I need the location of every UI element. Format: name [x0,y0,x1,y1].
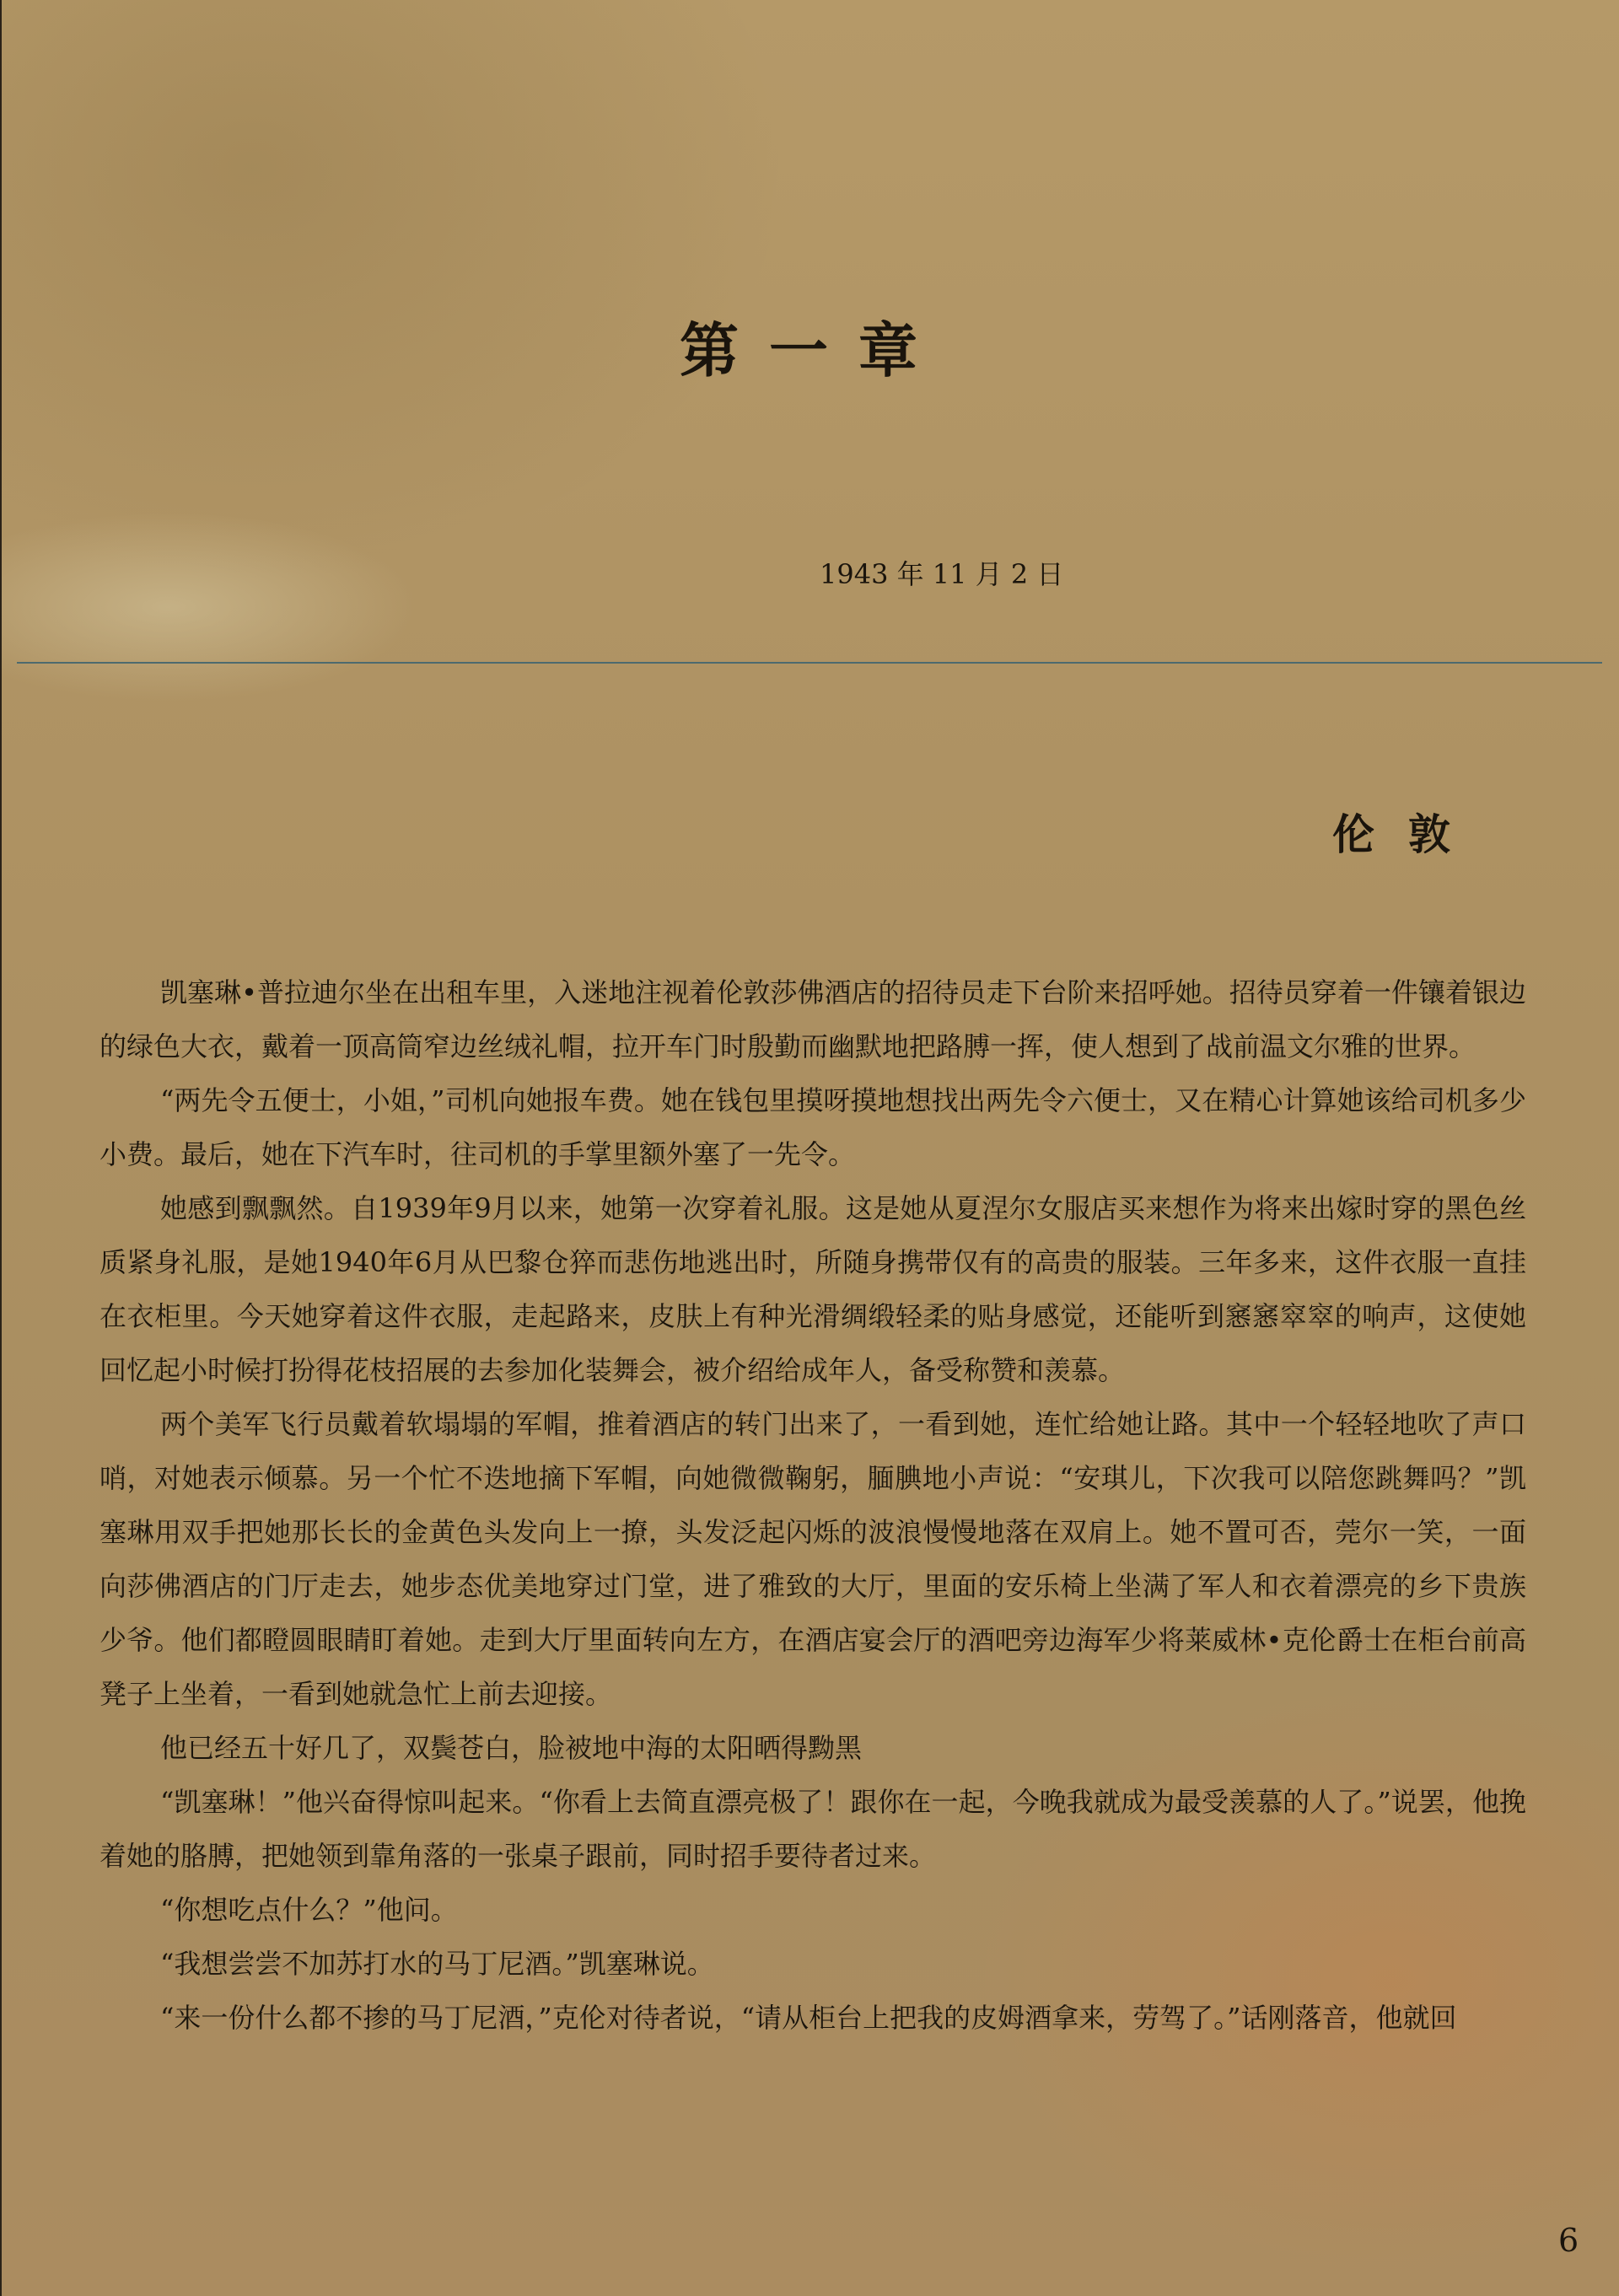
paragraph: 两个美军飞行员戴着软塌塌的军帽，推着酒店的转门出来了，一看到她，连忙给她让路。其中一个轻轻地吹了声口哨，对她表示倾慕。另一个忙不迭地摘下军帽，向她微微鞠躬，腼腆地小声说：“安琪儿，下次我可以陪您跳舞吗？”凯塞琳用双手把她那长长的金黄色头发向上一撩，头发泛起闪烁的波浪慢慢地落在双肩上。她不置可否，莞尔一笑，一面向莎佛酒店的门厅走去，她步态优美地穿过门堂，进了雅致的大厅，里面的安乐椅上坐满了军人和衣着漂亮的乡下贵族少爷。他们都瞪圆眼睛盯着她。走到大厅里面转向左方，在酒店宴会厅的酒吧旁边海军少将莱威林•克伦爵士在柜台前高凳子上坐着，一看到她就急忙上前去迎接。 [100,1408,1526,1710]
paragraph: 她感到飘飘然。自1939年9月以来，她第一次穿着礼服。这是她从夏涅尔女服店买来想作为将来出嫁时穿的黑色丝质紧身礼服，是她1940年6月从巴黎仓猝而悲伤地逃出时，所随身携带仅有的高贵的服装。三年多来，这件衣服一直挂在衣柜里。今天她穿着这件衣服，走起路来，皮肤上有种光滑绸缎轻柔的贴身感觉，还能听到窸窸窣窣的响声，这使她回忆起小时候打扮得花枝招展的去参加化装舞会，被介绍给成年人，备受称赞和羡慕。 [100,1192,1526,1386]
paragraph: “你想吃点什么？”他问。 [160,1894,458,1926]
chapter-title: 第一章 [680,315,948,385]
divider [17,662,1602,664]
paragraph: “凯塞琳！”他兴奋得惊叫起来。“你看上去简直漂亮极了！跟你在一起，今晚我就成为最受羡慕的人了。”说罢，他挽着她的胳膊，把她领到靠角落的一张桌子跟前，同时招手要待者过来。 [100,1786,1526,1872]
paragraph: “两先令五便士，小姐，”司机向她报车费。她在钱包里摸呀摸地想找出两先令六便士，又在精心计算她该给司机多少小费。最后，她在下汽车时，往司机的手掌里额外塞了一先令。 [100,1084,1526,1170]
body-text [100,965,1526,2045]
location-heading: 伦敦 [1332,809,1484,859]
chapter-date: 1943 年 11 月 2 日 [820,558,1064,590]
paragraph: “来一份什么都不掺的马丁尼酒，”克伦对待者说，“请从柜台上把我的皮姆酒拿来，劳驾了。”话刚落音，他就回 [160,2002,1457,2034]
paragraph: 他已经五十好几了，双鬓苍白，脸被地中海的太阳晒得黝黑 [160,1732,863,1764]
paragraph: “我想尝尝不加苏打水的马丁尼酒。”凯塞琳说。 [160,1948,714,1980]
paragraph: 凯塞琳•普拉迪尔坐在出租车里，入迷地注视着伦敦莎佛酒店的招待员走下台阶来招呼她。招待员穿着一件镶着银边的绿色大衣，戴着一顶高筒窄边丝绒礼帽，拉开车门时殷勤而幽默地把路膊一挥，使人想到了战前温文尔雅的世界。 [100,976,1526,1062]
page-number: 6 [1558,2222,1579,2259]
